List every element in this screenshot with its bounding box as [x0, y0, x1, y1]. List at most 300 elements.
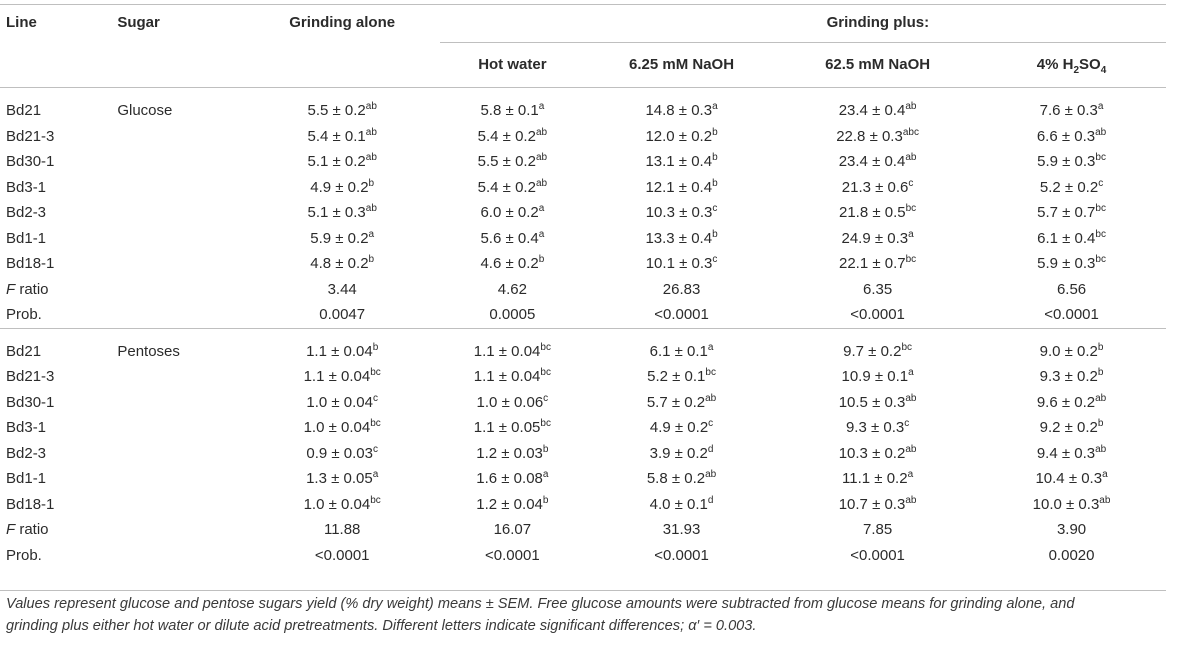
cell-line: Bd21 [0, 328, 117, 364]
cell-mean-sem: 5.5 ± 0.2 [477, 153, 536, 170]
cell-value [245, 364, 440, 390]
cell-letter: ab [1099, 494, 1111, 506]
cell-mean-sem: 1.1 ± 0.04 [306, 342, 373, 360]
prob-value: <0.0001 [654, 546, 709, 564]
cell-value [977, 441, 1166, 467]
cell-mean-sem: 5.4 ± 0.2 [477, 178, 536, 196]
table-row [0, 492, 1166, 518]
cell-letter: bc [1095, 152, 1106, 163]
table-row [0, 200, 1166, 226]
cell-value [440, 328, 585, 364]
cell-sugar: Glucose [117, 102, 173, 119]
cell-mean-sem: 1.1 ± 0.04 [473, 342, 541, 360]
f-ratio-value: 6.56 [1056, 280, 1087, 298]
table-row [0, 364, 1166, 390]
cell-letter: bc [1095, 203, 1106, 214]
cell-letter: b [1097, 341, 1104, 353]
header-h2so4-sub2: 4 [1100, 65, 1107, 76]
cell-mean-sem: 0.9 ± 0.03 [306, 444, 373, 462]
cell-mean-sem: 1.1 ± 0.04 [473, 368, 541, 385]
cell-mean-sem: 10.5 ± 0.3 [838, 393, 906, 411]
f-ratio-label-italic: F [6, 521, 16, 538]
cell-letter: ab [365, 152, 377, 163]
cell-value [977, 124, 1166, 150]
cell-value [778, 415, 977, 441]
f-ratio-value: 26.83 [662, 280, 701, 298]
header-empty-1 [0, 43, 117, 88]
header-grinding-plus [440, 0, 1166, 43]
f-ratio-value: 7.85 [862, 521, 893, 538]
prob-value: 0.0005 [489, 306, 536, 323]
cell-value [440, 124, 585, 150]
cell-mean-sem: 1.0 ± 0.04 [303, 495, 371, 513]
cell-value [585, 364, 778, 390]
cell-value [440, 492, 585, 518]
cell-letter: bc [370, 494, 381, 506]
table-row [0, 251, 1166, 277]
cell-mean-sem: 1.6 ± 0.08 [476, 470, 543, 487]
cell-mean-sem: 5.4 ± 0.2 [477, 127, 536, 145]
cell-value [585, 328, 778, 364]
cell-mean-sem: 13.3 ± 0.4 [645, 229, 713, 247]
cell-value [440, 226, 585, 252]
cell-mean-sem: 5.9 ± 0.2 [310, 229, 369, 247]
table-row [0, 124, 1166, 150]
cell-mean-sem: 3.9 ± 0.2 [649, 444, 708, 462]
prob-empty [117, 302, 244, 328]
cell-letter: ab [905, 494, 917, 506]
cell-mean-sem: 1.2 ± 0.03 [476, 444, 543, 462]
prob-value: <0.0001 [314, 546, 370, 564]
cell-letter: a [908, 228, 914, 240]
cell-letter: b [542, 494, 549, 506]
f-ratio-label-rest: ratio [15, 280, 49, 298]
cell-mean-sem: 4.9 ± 0.2 [649, 419, 709, 436]
cell-value [245, 149, 440, 175]
table-row [0, 390, 1166, 416]
cell-mean-sem: 5.2 ± 0.2 [1039, 178, 1099, 196]
cell-line: Bd1-1 [6, 470, 47, 487]
table-row [0, 175, 1166, 201]
cell-value [977, 175, 1166, 201]
cell-sugar [117, 226, 244, 252]
cell-value [585, 226, 778, 252]
cell-letter: bc [1095, 254, 1106, 265]
cell-value [585, 251, 778, 277]
cell-letter: a [908, 367, 914, 378]
cell-letter: bc [901, 341, 912, 353]
cell-letter: c [543, 392, 549, 404]
cell-value [977, 492, 1166, 518]
table-footnote [6, 593, 1156, 637]
cell-value [977, 328, 1166, 364]
cell-letter: c [904, 418, 910, 429]
prob-value: 0.0020 [1048, 546, 1095, 564]
cell-sugar [117, 251, 244, 277]
f-ratio-value: 11.88 [323, 521, 361, 538]
cell-letter: b [368, 254, 375, 265]
cell-mean-sem: 9.7 ± 0.2 [843, 342, 902, 360]
prob-value: <0.0001 [1044, 306, 1099, 323]
cell-value [977, 415, 1166, 441]
cell-value [778, 175, 977, 201]
cell-letter: c [1098, 177, 1104, 189]
cell-value [778, 390, 977, 416]
cell-value [245, 88, 440, 124]
header-sugar: Sugar [117, 14, 160, 31]
cell-mean-sem: 9.2 ± 0.2 [1039, 419, 1098, 436]
table-row [0, 226, 1166, 252]
cell-mean-sem: 23.4 ± 0.4 [838, 102, 906, 119]
cell-letter: ab [365, 126, 377, 138]
cell-value [778, 149, 977, 175]
cell-mean-sem: 5.7 ± 0.2 [646, 393, 706, 411]
cell-value [778, 364, 977, 390]
prob-value: <0.0001 [850, 546, 905, 564]
table-row [0, 328, 1166, 364]
footnote-line-2: grinding plus either hot water or dilute acid pretreatments. Different letters indicate significant differences; α′ = 0.003. [6, 618, 757, 634]
header-line: Line [6, 14, 37, 31]
cell-value [245, 415, 440, 441]
cell-letter: c [712, 203, 718, 214]
cell-mean-sem: 5.9 ± 0.3 [1037, 255, 1096, 272]
cell-line: Bd21 [6, 102, 42, 119]
cell-mean-sem: 14.8 ± 0.3 [645, 102, 713, 119]
cell-sugar [117, 415, 244, 441]
cell-mean-sem: 21.8 ± 0.5 [838, 204, 906, 221]
table-row [0, 441, 1166, 467]
cell-letter: b [368, 177, 375, 189]
cell-letter: a [542, 469, 549, 480]
f-ratio-value: 6.35 [862, 280, 893, 298]
cell-mean-sem: 1.2 ± 0.04 [476, 495, 543, 513]
cell-letter: d [707, 494, 714, 506]
cell-sugar [117, 466, 244, 492]
cell-value [245, 226, 440, 252]
cell-letter: bc [905, 254, 917, 265]
cell-sugar [117, 175, 244, 201]
cell-mean-sem: 1.1 ± 0.04 [303, 368, 371, 385]
cell-value [245, 441, 440, 467]
f-ratio-label-rest: ratio [15, 521, 49, 538]
cell-mean-sem: 9.6 ± 0.2 [1036, 393, 1096, 411]
cell-letter: ab [365, 203, 377, 214]
cell-letter: ab [905, 443, 917, 455]
cell-line: Bd1-1 [6, 229, 47, 247]
cell-value [778, 226, 977, 252]
cell-letter: ab [905, 152, 917, 163]
cell-sugar [117, 124, 244, 150]
cell-value [778, 441, 977, 467]
cell-letter: ab [1095, 126, 1107, 138]
cell-mean-sem: 21.3 ± 0.6 [841, 178, 909, 196]
cell-value [585, 466, 778, 492]
cell-mean-sem: 10.0 ± 0.3 [1032, 495, 1100, 513]
f-ratio-label [0, 517, 117, 543]
cell-line: Bd21-3 [6, 368, 55, 385]
prob-empty [117, 543, 244, 569]
cell-mean-sem: 6.0 ± 0.2 [480, 204, 539, 221]
cell-value [585, 390, 778, 416]
prob-label: Prob. [6, 546, 42, 564]
cell-letter: a [907, 469, 914, 480]
header-grinding-alone: Grinding alone [289, 14, 396, 31]
f-ratio-value: 16.07 [493, 521, 532, 538]
cell-line: Bd30-1 [6, 393, 55, 411]
cell-letter: ab [905, 392, 917, 404]
f-ratio-row [0, 517, 1166, 543]
cell-mean-sem: 6.1 ± 0.1 [649, 342, 708, 360]
cell-value [778, 200, 977, 226]
cell-letter: c [712, 254, 718, 265]
cell-value [778, 88, 977, 124]
cell-value [585, 200, 778, 226]
cell-letter: a [707, 341, 714, 353]
table-top-rule [0, 4, 1166, 5]
cell-letter: a [538, 228, 545, 240]
f-ratio-value: 4.62 [497, 280, 527, 298]
cell-value [245, 200, 440, 226]
cell-mean-sem: 9.3 ± 0.2 [1039, 368, 1098, 385]
cell-value [245, 492, 440, 518]
cell-sugar [117, 149, 244, 175]
cell-value [440, 251, 585, 277]
cell-letter: abc [902, 126, 919, 138]
cell-sugar [117, 441, 244, 467]
cell-letter: ab [705, 392, 717, 404]
cell-line: Bd30-1 [6, 153, 55, 170]
cell-mean-sem: 1.0 ± 0.06 [476, 393, 544, 411]
prob-value: <0.0001 [850, 306, 905, 323]
cell-mean-sem: 12.0 ± 0.2 [645, 127, 713, 145]
cell-mean-sem: 10.3 ± 0.3 [645, 204, 713, 221]
cell-mean-sem: 5.4 ± 0.1 [307, 127, 366, 145]
cell-mean-sem: 7.6 ± 0.3 [1039, 102, 1098, 119]
header-empty-3 [245, 43, 440, 88]
cell-sugar [117, 390, 244, 416]
cell-letter: bc [1095, 228, 1106, 240]
cell-value [440, 390, 585, 416]
cell-value [245, 175, 440, 201]
header-h2so4-b: SO [1079, 56, 1101, 73]
cell-value [585, 415, 778, 441]
cell-value [977, 251, 1166, 277]
f-ratio-value: 3.44 [327, 280, 357, 298]
cell-letter: d [707, 443, 714, 455]
cell-value [440, 441, 585, 467]
cell-letter: ab [905, 101, 917, 112]
f-ratio-label-italic: F [6, 280, 16, 298]
cell-letter: b [712, 228, 718, 240]
cell-value [778, 466, 977, 492]
cell-mean-sem: 10.4 ± 0.3 [1035, 470, 1103, 487]
cell-mean-sem: 9.0 ± 0.2 [1039, 342, 1098, 360]
cell-letter: bc [370, 418, 381, 429]
cell-value [778, 492, 977, 518]
cell-letter: ab [1095, 443, 1107, 455]
cell-mean-sem: 10.7 ± 0.3 [838, 495, 906, 513]
cell-value [440, 200, 585, 226]
cell-line: Bd2-3 [6, 444, 47, 462]
cell-mean-sem: 4.0 ± 0.1 [649, 495, 708, 513]
cell-letter: bc [540, 418, 551, 429]
cell-value [585, 441, 778, 467]
cell-letter: b [712, 152, 718, 163]
cell-mean-sem: 12.1 ± 0.4 [645, 178, 713, 196]
cell-mean-sem: 4.8 ± 0.2 [310, 255, 369, 272]
cell-value [585, 149, 778, 175]
cell-mean-sem: 5.6 ± 0.4 [480, 229, 539, 247]
cell-letter: bc [540, 367, 551, 378]
cell-value [245, 390, 440, 416]
f-ratio-value: 31.93 [662, 521, 701, 538]
table-body [0, 88, 1166, 569]
header-hot-water: Hot water [440, 43, 585, 88]
cell-value [977, 364, 1166, 390]
prob-label: Prob. [6, 306, 42, 323]
cell-value [245, 328, 440, 364]
cell-value [440, 466, 585, 492]
cell-value [245, 466, 440, 492]
cell-mean-sem: 9.4 ± 0.3 [1036, 444, 1096, 462]
cell-line: Bd21-3 [6, 127, 55, 145]
cell-value [778, 328, 977, 364]
cell-value [440, 175, 585, 201]
cell-value [585, 175, 778, 201]
cell-letter: a [368, 228, 375, 240]
cell-mean-sem: 6.1 ± 0.4 [1037, 229, 1096, 247]
cell-value [778, 251, 977, 277]
cell-mean-sem: 24.9 ± 0.3 [841, 229, 909, 247]
f-ratio-empty [117, 277, 244, 303]
cell-value [245, 251, 440, 277]
cell-value [440, 149, 585, 175]
cell-sugar [117, 364, 244, 390]
cell-line: Bd3-1 [6, 419, 47, 436]
header-h2so4-a: 4% H [1036, 56, 1074, 73]
cell-line: Bd3-1 [6, 178, 47, 196]
cell-letter: c [708, 418, 714, 429]
cell-mean-sem: 13.1 ± 0.4 [645, 153, 713, 170]
cell-letter: ab [535, 177, 548, 189]
header-empty-2 [117, 43, 244, 88]
cell-letter: ab [535, 126, 548, 138]
prob-value: <0.0001 [654, 306, 709, 323]
cell-letter: a [538, 203, 545, 214]
table-row [0, 88, 1166, 124]
cell-letter: bc [905, 203, 917, 214]
cell-letter: b [372, 341, 379, 353]
cell-value [977, 88, 1166, 124]
cell-mean-sem: 10.9 ± 0.1 [841, 368, 909, 385]
cell-letter: c [373, 392, 378, 404]
cell-mean-sem: 4.9 ± 0.2 [310, 178, 369, 196]
cell-value [440, 88, 585, 124]
cell-letter: b [538, 254, 545, 265]
cell-mean-sem: 5.9 ± 0.3 [1037, 153, 1096, 170]
cell-value [778, 124, 977, 150]
cell-line: Bd2-3 [6, 204, 47, 221]
cell-letter: a [1097, 101, 1104, 112]
cell-value [440, 415, 585, 441]
cell-mean-sem: 11.1 ± 0.2 [842, 470, 908, 487]
cell-value [440, 364, 585, 390]
cell-mean-sem: 1.1 ± 0.05 [473, 419, 541, 436]
cell-mean-sem: 5.8 ± 0.1 [480, 102, 539, 119]
cell-sugar: Pentoses [117, 328, 244, 364]
table-row [0, 415, 1166, 441]
cell-mean-sem: 5.1 ± 0.3 [307, 204, 366, 221]
cell-mean-sem: 5.5 ± 0.2 [307, 102, 366, 119]
cell-letter: bc [370, 367, 381, 378]
cell-letter: a [372, 469, 379, 480]
cell-letter: b [1097, 418, 1104, 429]
cell-letter: a [538, 101, 545, 112]
table-row [0, 466, 1166, 492]
footnote-line-1: Values represent glucose and pentose sugars yield (% dry weight) means ± SEM. Free glucose amounts were subtracted from glucose means for grinding alone, and [6, 596, 1075, 612]
prob-row [0, 302, 1166, 328]
f-ratio-label [0, 277, 117, 303]
cell-letter: bc [540, 341, 551, 353]
header-h2so4 [977, 43, 1166, 88]
cell-mean-sem: 4.6 ± 0.2 [480, 255, 539, 272]
cell-value [977, 149, 1166, 175]
cell-value [585, 88, 778, 124]
cell-letter: ab [1095, 392, 1107, 404]
cell-sugar [117, 492, 244, 518]
table-bottom-rule [0, 590, 1166, 591]
cell-value [585, 124, 778, 150]
cell-mean-sem: 10.3 ± 0.2 [838, 444, 906, 462]
cell-mean-sem: 5.8 ± 0.2 [646, 470, 706, 487]
cell-mean-sem: 5.1 ± 0.2 [307, 153, 366, 170]
cell-letter: b [542, 443, 549, 455]
header-h2so4-sub1: 2 [1073, 65, 1080, 76]
cell-mean-sem: 10.1 ± 0.3 [645, 255, 713, 272]
cell-value [977, 226, 1166, 252]
cell-mean-sem: 1.3 ± 0.05 [306, 470, 373, 487]
cell-mean-sem: 22.8 ± 0.3 [836, 127, 903, 145]
cell-letter: b [712, 126, 718, 138]
header-naoh-low: 6.25 mM NaOH [585, 43, 778, 88]
cell-mean-sem: 1.0 ± 0.04 [303, 419, 371, 436]
cell-letter: bc [705, 367, 716, 378]
cell-value [977, 200, 1166, 226]
cell-letter: ab [365, 101, 377, 112]
cell-letter: ab [705, 469, 717, 480]
cell-mean-sem: 6.6 ± 0.3 [1036, 127, 1096, 145]
cell-value [977, 466, 1166, 492]
cell-line: Bd18-1 [6, 255, 55, 272]
cell-letter: b [1097, 367, 1104, 378]
table-row [0, 149, 1166, 175]
cell-mean-sem: 5.2 ± 0.1 [647, 368, 706, 385]
cell-mean-sem: 9.3 ± 0.3 [845, 419, 905, 436]
cell-value [977, 390, 1166, 416]
header-row-1 [0, 0, 1166, 43]
f-ratio-row [0, 277, 1166, 303]
header-grinding-plus-label: Grinding plus: [826, 14, 930, 31]
f-ratio-empty [117, 517, 244, 543]
cell-letter: c [373, 443, 378, 455]
cell-mean-sem: 23.4 ± 0.4 [838, 153, 906, 170]
cell-letter: a [712, 101, 718, 112]
cell-mean-sem: 1.0 ± 0.04 [306, 393, 373, 411]
prob-value: 0.0047 [319, 306, 366, 323]
header-naoh-high: 62.5 mM NaOH [778, 43, 977, 88]
cell-sugar [117, 200, 244, 226]
prob-row [0, 543, 1166, 569]
